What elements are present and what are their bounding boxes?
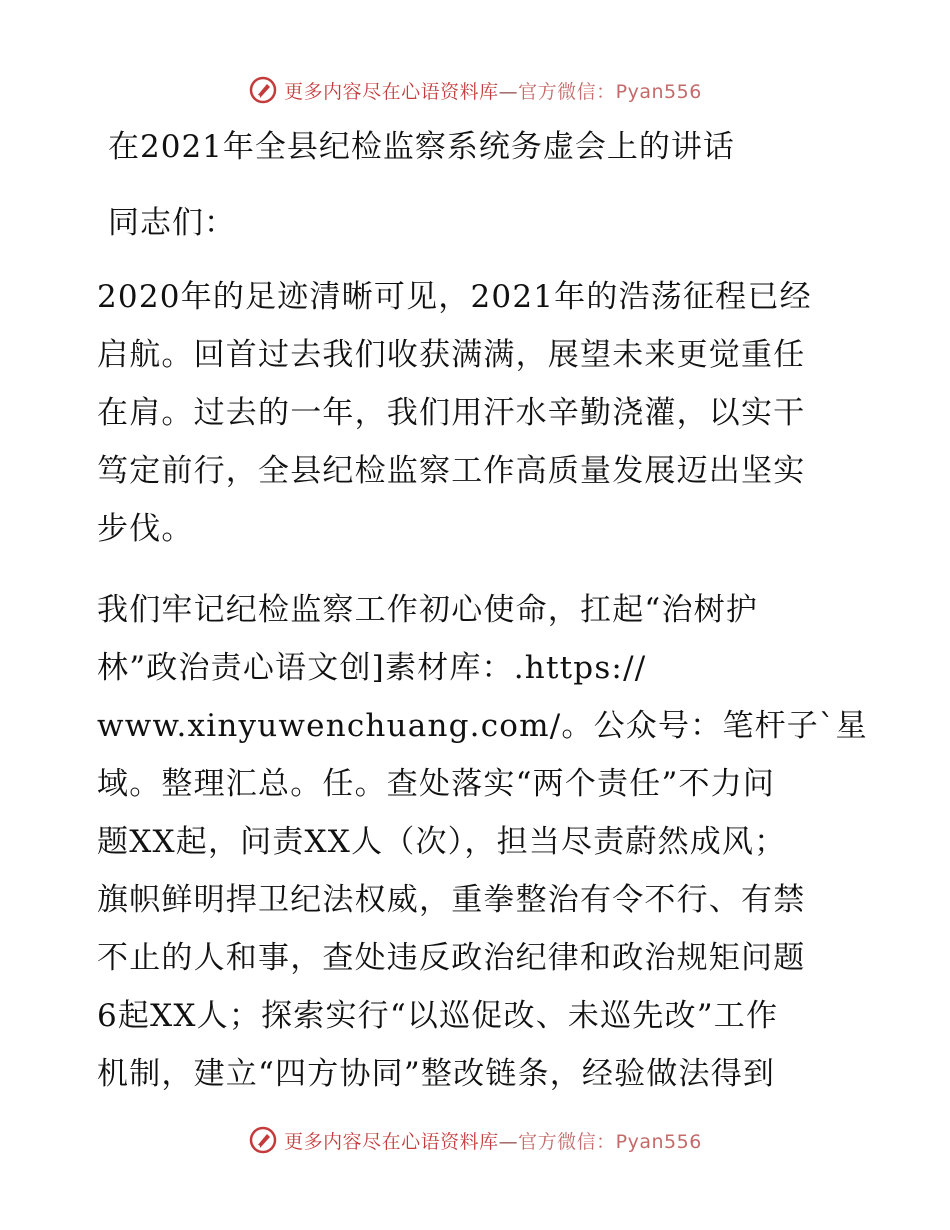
salutation: 同志们： xyxy=(108,205,236,241)
watermark-text: 更多内容尽在心语资料库—官方微信：Pyan556 xyxy=(284,1130,702,1153)
paragraph-line: 旗帜鲜明捍卫纪法权威，重拳整治有令不行、有禁 xyxy=(97,882,806,918)
paragraph-line: www.xinyuwenchuang.com/。公众号：笔杆子`星 xyxy=(97,708,868,744)
paragraph-line: 我们牢记纪检监察工作初心使命，扛起“治树护 xyxy=(97,592,759,628)
document-title: 在2021年全县纪检监察系统务虚会上的讲话 xyxy=(108,129,735,165)
paragraph-line: 域。整理汇总。任。查处落实“两个责任”不力问 xyxy=(97,766,776,802)
paragraph-line: 在肩。过去的一年，我们用汗水辛勤浇灌，以实干 xyxy=(97,395,806,431)
header-watermark xyxy=(0,72,950,108)
footer-watermark xyxy=(0,1122,950,1158)
paragraph-line: 不止的人和事，查处违反政治纪律和政治规矩问题 xyxy=(97,940,806,976)
paragraph-line: 2020年的足迹清晰可见，2021年的浩荡征程已经 xyxy=(97,279,812,315)
paragraph-1 xyxy=(97,268,857,558)
paragraph-line: 启航。回首过去我们收获满满，展望未来更觉重任 xyxy=(97,337,806,373)
pen-nib-logo-icon xyxy=(248,1125,278,1155)
paragraph-line: 题XX起，问责XX人（次），担当尽责蔚然成风； xyxy=(97,824,787,860)
paragraph-line: 6起XX人；探索实行“以巡促改、未巡先改”工作 xyxy=(97,998,779,1034)
paragraph-line: 笃定前行，全县纪检监察工作高质量发展迈出坚实 xyxy=(97,453,806,489)
pen-nib-logo-icon xyxy=(248,75,278,105)
paragraph-line: 机制，建立“四方协同”整改链条，经验做法得到 xyxy=(97,1056,776,1092)
watermark-text: 更多内容尽在心语资料库—官方微信：Pyan556 xyxy=(284,80,702,103)
paragraph-line: 步伐。 xyxy=(97,511,194,547)
paragraph-2 xyxy=(97,581,868,1103)
paragraph-line: 林”政治责心语文创]素材库：.https:// xyxy=(97,650,647,686)
